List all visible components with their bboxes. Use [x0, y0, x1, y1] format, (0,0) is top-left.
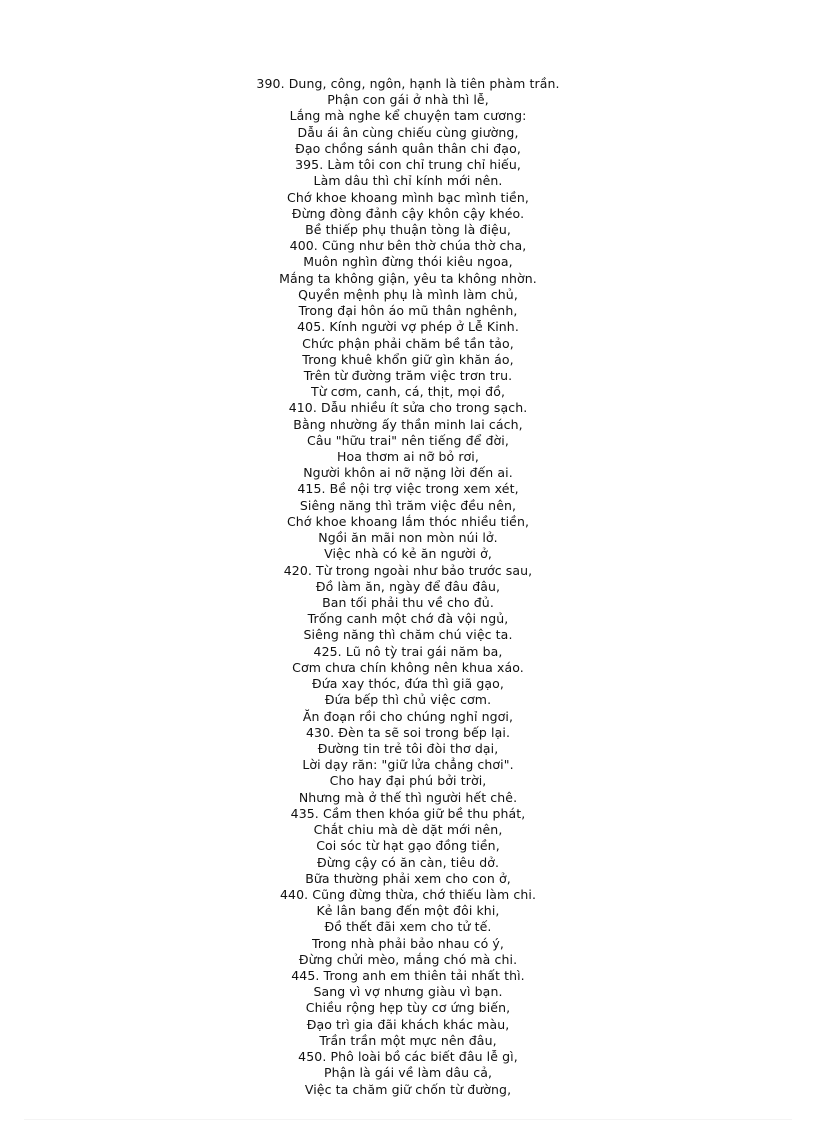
- poem-line: Đứa xay thóc, đứa thì giã gạo,: [312, 676, 504, 692]
- poem-line: Kẻ lân bang đến một đôi khi,: [316, 903, 500, 919]
- poem-line: 400. Cũng như bên thờ chúa thờ cha,: [289, 238, 527, 254]
- poem-line: Đừng chửi mèo, mắng chó mà chi.: [298, 951, 518, 967]
- poem-line: 390. Dung, công, ngôn, hạnh là tiên phàm trần.: [256, 76, 560, 91]
- poem-line: Đứa bếp thì chủ việc cơm.: [324, 692, 492, 708]
- poem-line: Đừng cậy có ăn càn, tiêu dở.: [316, 854, 500, 870]
- poem-line: Ngồi ăn mãi non mòn núi lở.: [318, 530, 498, 546]
- poem-line: Hoa thơm ai nỡ bỏ rơi,: [337, 449, 479, 465]
- poem-line: 450. Phô loài bồ các biết đâu lễ gì,: [298, 1049, 518, 1065]
- poem-line: Cho hay đại phú bởi trời,: [329, 773, 487, 789]
- poem-page: [0, 76, 816, 1098]
- poem-line: 410. Dẫu nhiều ít sửa cho trong sạch.: [288, 400, 528, 416]
- poem-line: Việc ta chăm giữ chốn từ đường,: [304, 1081, 512, 1097]
- poem-line: Bữa thường phải xem cho con ở,: [305, 870, 511, 886]
- poem-line: Ban tối phải thu về cho đủ.: [322, 595, 494, 610]
- poem-line: 430. Đèn ta sẽ soi trong bếp lại.: [305, 724, 511, 740]
- poem-line: Phận con gái ở nhà thì lễ,: [327, 92, 489, 108]
- poem-line: Muôn nghìn đừng thói kiêu ngoa,: [303, 254, 513, 270]
- poem-line: Làm dâu thì chỉ kính mới nên.: [313, 173, 503, 189]
- poem-line: Lắng mà nghe kể chuyện tam cương:: [289, 108, 527, 124]
- poem-line: 395. Làm tôi con chỉ trung chỉ hiếu,: [295, 157, 521, 173]
- poem-line: Nhưng mà ở thế thì người hết chê.: [298, 789, 518, 805]
- poem-line: Trần trần một mực nên đâu,: [319, 1032, 497, 1048]
- poem-line: Trên từ đường trăm việc trơn tru.: [303, 367, 513, 383]
- poem-line: Chức phận phải chăm bề tần tảo,: [302, 335, 514, 351]
- poem-line: 425. Lũ nô tỳ trai gái năm ba,: [313, 643, 503, 659]
- poem-line: Đồ thết đãi xem cho tử tế.: [324, 919, 492, 935]
- page-bottom-divider: [24, 1119, 792, 1120]
- poem-line: Câu "hữu trai" nên tiếng để đời,: [307, 432, 509, 448]
- poem-line: 405. Kính người vợ phép ở Lễ Kinh.: [297, 319, 519, 335]
- poem-line: Đừng đòng đảnh cậy khôn cậy khéo.: [291, 205, 525, 221]
- poem-line: Sang vì vợ nhưng giàu vì bạn.: [313, 984, 503, 1000]
- poem-line: Chắt chiu mà dè dặt mới nên,: [313, 822, 503, 838]
- poem-line: 440. Cũng đừng thừa, chớ thiếu làm chi.: [279, 886, 537, 902]
- poem-line: 415. Bề nội trợ việc trong xem xét,: [297, 481, 519, 497]
- poem-line: Dẫu ái ân cùng chiếu cùng giường,: [297, 124, 519, 140]
- poem-line: Đường tin trẻ tôi đòi thơ dại,: [317, 740, 499, 756]
- poem-line: Bằng nhường ấy thần minh lai cách,: [293, 416, 523, 432]
- poem-line: Người khôn ai nỡ nặng lời đến ai.: [303, 465, 513, 481]
- poem-line: Đạo chồng sánh quân thân chi đạo,: [295, 140, 521, 156]
- poem-line: Lời dạy răn: "giữ lửa chẳng chơi".: [302, 757, 514, 773]
- poem-line: Siêng năng thì chăm chú việc ta.: [303, 627, 513, 643]
- poem-line: Trống canh một chớ đà vội ngủ,: [307, 611, 509, 627]
- poem-line: 420. Từ trong ngoài như bảo trước sau,: [283, 562, 533, 578]
- poem-line: Trong khuê khổn giữ gìn khăn áo,: [302, 351, 514, 367]
- poem-line: Mắng ta không giận, yêu ta không nhờn.: [279, 270, 537, 286]
- poem-line: 445. Trong anh em thiên tải nhất thì.: [291, 968, 525, 984]
- poem-line: Coi sóc từ hạt gạo đồng tiền,: [316, 838, 500, 854]
- poem-line: Trong nhà phải bảo nhau có ý,: [312, 935, 504, 951]
- poem-line: Quyền mệnh phụ là mình làm chủ,: [298, 286, 518, 302]
- poem-line: Ăn đoạn rồi cho chúng nghỉ ngơi,: [302, 708, 514, 724]
- poem-line: Trong đại hôn áo mũ thân nghênh,: [298, 303, 518, 319]
- poem-line: Chớ khoe khoang mình bạc mình tiền,: [287, 189, 529, 205]
- poem-line: Đạo trì gia đãi khách khác màu,: [306, 1016, 510, 1032]
- poem-line: Từ cơm, canh, cá, thịt, mọi đồ,: [310, 384, 506, 400]
- poem-line: 435. Cầm then khóa giữ bề thu phát,: [290, 805, 526, 821]
- poem-line: Siêng năng thì trăm việc đều nên,: [299, 497, 517, 513]
- poem-line: Đồ làm ăn, ngày để đâu đâu,: [315, 578, 501, 594]
- poem-line: Chiều rộng hẹp tùy cơ ứng biến,: [305, 1000, 511, 1016]
- poem-line: Phận là gái về làm dâu cả,: [323, 1065, 493, 1081]
- poem-line: Cơm chưa chín không nên khua xáo.: [292, 659, 524, 675]
- poem-line: Chớ khoe khoang lắm thóc nhiều tiền,: [286, 513, 530, 529]
- poem-line: Bề thiếp phụ thuận tòng là điệu,: [305, 221, 511, 237]
- poem-line: Việc nhà có kẻ ăn người ở,: [324, 546, 492, 562]
